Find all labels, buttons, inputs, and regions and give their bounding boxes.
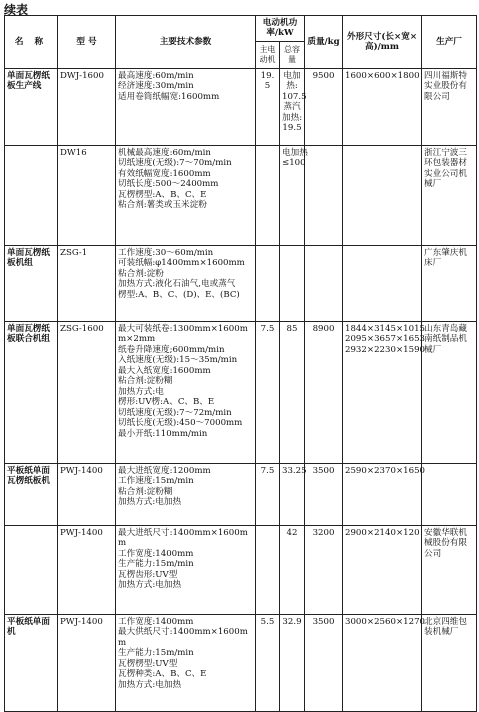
table-row (5, 245, 477, 321)
weight-kg (305, 245, 343, 321)
dimensions: 2590×2370×1650 (343, 463, 422, 525)
manufacturer: 北京四维包装机械厂 (422, 614, 477, 711)
dimensions: 3000×2560×1270 (343, 614, 422, 711)
main-motor-kw: 19.5 (256, 68, 280, 145)
main-motor-kw (256, 525, 280, 614)
table-row (5, 68, 477, 145)
tech-params: 工作宽度:1400mm 最大供纸尺寸:1400mm×1600mm 生产能力:15m/min 瓦楞楞型:UV型 瓦楞种类:A、B、C、E 加热方式:电加热 (116, 614, 256, 711)
total-capacity-kw: 33.25 (280, 463, 305, 525)
header-motor-power: 电动机功率/kW (256, 16, 305, 42)
machine-name (5, 145, 58, 245)
dimensions: 2900×2140×120 (343, 525, 422, 614)
model-number: ZSG-1 (58, 245, 116, 321)
weight-kg: 9500 (305, 68, 343, 145)
dimensions (343, 145, 422, 245)
header-model: 型 号 (58, 16, 116, 69)
header-name: 名 称 (5, 16, 58, 69)
dimensions (343, 245, 422, 321)
page-title: 续表 (4, 3, 29, 17)
header-total-capacity: 总容量 (280, 41, 305, 68)
header-weight: 质量/kg (305, 16, 343, 69)
main-motor-kw: 5.5 (256, 614, 280, 711)
table-row (5, 321, 477, 463)
machine-name: 平板纸单面瓦楞纸板机 (5, 463, 58, 525)
dimensions: 1844×3145×1015 2095×3657×1653 2932×2230×1590 (343, 321, 422, 463)
main-motor-kw: 7.5 (256, 321, 280, 463)
machine-name: 单面瓦楞纸板生产线 (5, 68, 58, 145)
total-capacity-kw: 电加热 ≤100 (280, 145, 305, 245)
weight-kg: 3500 (305, 463, 343, 525)
main-motor-kw: 7.5 (256, 463, 280, 525)
header-main-motor: 主电动机 (256, 41, 280, 68)
weight-kg: 3200 (305, 525, 343, 614)
model-number: DWJ-1600 (58, 68, 116, 145)
total-capacity-kw: 电加 热: 107.5 蒸汽 加热: 19.5 (280, 68, 305, 145)
tech-params: 机械最高速度:60m/min 切纸速度(无级):7～70m/min 有效纸幅宽度:1600mm 切纸长度:500～2400mm 瓦楞楞型:A、B、C、E 粘合剂:薯类或玉米淀粉 (116, 145, 256, 245)
machine-name: 单面瓦楞纸板机组 (5, 245, 58, 321)
dimensions: 1600×600×1800 (343, 68, 422, 145)
table-row (5, 614, 477, 711)
header-dimensions: 外形尺寸(长×宽×高)/mm (343, 16, 422, 69)
model-number: ZSG-1600 (58, 321, 116, 463)
tech-params: 最大进纸宽度:1200mm 工作速度:15m/min 粘合剂:淀粉糊 加热方式:电加热 (116, 463, 256, 525)
machine-name (5, 525, 58, 614)
manufacturer: 安徽华联机械股份有限公司 (422, 525, 477, 614)
manufacturer (422, 463, 477, 525)
machine-name: 平板纸单面机 (5, 614, 58, 711)
total-capacity-kw: 32.9 (280, 614, 305, 711)
weight-kg (305, 145, 343, 245)
spec-table (4, 15, 477, 712)
tech-params: 工作速度:30～60m/min 可装纸幅:φ1400mm×1600mm 粘合剂:淀粉 加热方式:液化石油气,电或蒸气 楞型:A、B、C、(D)、E、(BC) (116, 245, 256, 321)
total-capacity-kw (280, 245, 305, 321)
tech-params: 最高速度:60m/min 经济速度:30m/min 适用卷筒纸幅宽:1600mm (116, 68, 256, 145)
model-number: PWJ-1400 (58, 525, 116, 614)
weight-kg: 3500 (305, 614, 343, 711)
header-tech: 主要技术参数 (116, 16, 256, 69)
manufacturer: 四川福斯特实业股份有限公司 (422, 68, 477, 145)
manufacturer: 广东肇庆机床厂 (422, 245, 477, 321)
model-number: PWJ-1400 (58, 463, 116, 525)
tech-params: 最大进纸尺寸:1400mm×1600mm 工作宽度:1400mm 生产能力:15m/min 瓦楞齿形:UV型 加热方式:电加热 (116, 525, 256, 614)
main-motor-kw (256, 145, 280, 245)
manufacturer: 浙江宁波三环包装器材实业公司机械厂 (422, 145, 477, 245)
table-row (5, 525, 477, 614)
model-number: PWJ-1400 (58, 614, 116, 711)
table-row (5, 463, 477, 525)
tech-params: 最大可装纸卷:1300mm×1600mm×2mm 纸卷升降速度;600mm/min 入纸速度(无级):15～35m/min 最大入纸宽度:1600mm 粘合剂:淀粉糊 加热方式:电 楞形:UV楞:A、C、B、E 切纸速度(无级):7～72m/min 切纸长度(无级):450～7000mm 最小开纸:110mm/min (116, 321, 256, 463)
main-motor-kw (256, 245, 280, 321)
model-number: DW16 (58, 145, 116, 245)
machine-name: 单面瓦楞纸板联合机组 (5, 321, 58, 463)
manufacturer: 山东青岛藏南纸制品机械厂 (422, 321, 477, 463)
header-manufacturer: 生产厂 (422, 16, 477, 69)
total-capacity-kw: 85 (280, 321, 305, 463)
weight-kg: 8900 (305, 321, 343, 463)
table-row (5, 145, 477, 245)
total-capacity-kw: 42 (280, 525, 305, 614)
